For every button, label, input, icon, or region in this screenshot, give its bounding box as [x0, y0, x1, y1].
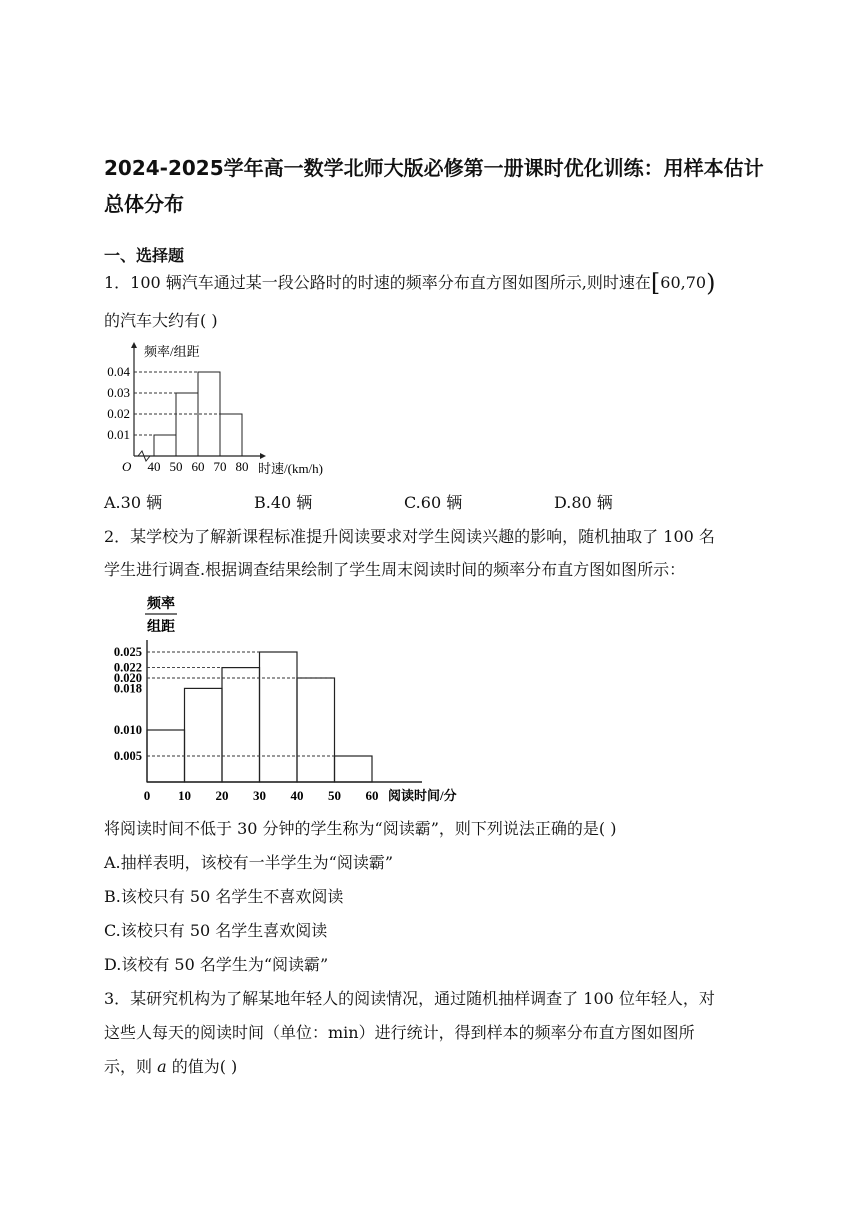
y-tick-label: 0.020 [113, 671, 142, 685]
x-tick-label: 30 [253, 788, 266, 803]
q3-stem-line2: 这些人每天的阅读时间（单位：min）进行统计，得到样本的频率分布直方图如图所 [104, 1023, 695, 1042]
y-tick-label: 0.005 [113, 749, 142, 763]
x-tick-label: 40 [147, 459, 161, 474]
x-tick-label: 50 [169, 459, 183, 474]
bar-40-50 [297, 678, 335, 782]
y-tick-label: 0.022 [113, 660, 142, 675]
y-axis-arrow [131, 342, 137, 348]
x-axis-label: 时速/(km/h) [258, 461, 323, 476]
x-tick-label: 0 [143, 788, 151, 803]
bar-40-50 [154, 435, 176, 456]
q2-option-d[interactable]: D.该校有 50 名学生为“阅读霸” [104, 955, 329, 974]
q2-option-c[interactable]: C.该校只有 50 名学生喜欢阅读 [104, 921, 328, 940]
bar-50-60 [176, 393, 198, 456]
q1-stem-line1 [104, 269, 716, 297]
q1-histogram [100, 338, 360, 483]
y-tick-label: 0.025 [113, 645, 142, 659]
x-tick-label: 60 [365, 788, 379, 803]
section-heading: 一、选择题 [104, 246, 185, 265]
bar-10-20 [185, 688, 223, 782]
x-tick-label: 70 [213, 459, 227, 474]
y-tick-label: 0.03 [107, 385, 130, 400]
q3-stem-line3: 示，则 a 的值为( ) [104, 1057, 238, 1076]
bar-20-30 [222, 668, 260, 782]
q1-interval: [60,70) [650, 269, 716, 297]
bar-70-80 [220, 414, 242, 456]
q2-histogram [100, 588, 480, 810]
q1-stem-line2: 的汽车大约有( ) [104, 311, 218, 330]
y-tick-label: 0.010 [113, 723, 142, 737]
q1-stem-text: 1．100 辆汽车通过某一段公路时的时速的频率分布直方图如图所示,则时速在 [104, 273, 651, 292]
bar-30-40 [260, 652, 298, 782]
q1-option-b[interactable]: B.40 辆 [254, 493, 313, 512]
y-tick-label: 0.01 [107, 427, 130, 442]
q1-option-d[interactable]: D.80 辆 [554, 493, 613, 512]
q2-option-b[interactable]: B.该校只有 50 名学生不喜欢阅读 [104, 887, 344, 906]
origin-label: O [122, 459, 132, 474]
x-tick-label: 80 [235, 459, 249, 474]
q3-variable-a: a [157, 1057, 167, 1076]
y-tick-label: 0.04 [107, 364, 130, 379]
y-axis-label-top: 频率 [147, 597, 175, 612]
y-tick-label: 0.02 [107, 406, 130, 421]
x-tick-label: 50 [328, 788, 341, 803]
q1-option-a[interactable]: A.30 辆 [104, 493, 163, 512]
q2-option-a[interactable]: A.抽样表明，该校有一半学生为“阅读霸” [104, 853, 394, 872]
y-axis-label-bottom: 组距 [147, 620, 175, 635]
q2-stem-line2: 学生进行调查.根据调查结果绘制了学生周末阅读时间的频率分布直方图如图所示： [104, 560, 686, 579]
x-tick-label: 40 [290, 788, 304, 803]
x-axis-label: 阅读时间/分 [388, 788, 457, 803]
y-axis-label: 频率/组距 [144, 344, 200, 359]
x-tick-label: 60 [191, 459, 205, 474]
x-tick-label: 20 [215, 788, 229, 803]
bar-50-60 [335, 756, 373, 782]
document-title: 2024-2025学年高一数学北师大版必修第一册课时优化训练：用样本估计总体分布 [104, 156, 764, 216]
q2-stem-line1: 2．某学校为了解新课程标准提升阅读要求对学生阅读兴趣的影响，随机抽取了 100 名 [104, 527, 715, 546]
q2-stem-line3: 将阅读时间不低于 30 分钟的学生称为“阅读霸”，则下列说法正确的是( ) [104, 819, 617, 838]
q1-option-c[interactable]: C.60 辆 [404, 493, 463, 512]
q3-stem-line1: 3．某研究机构为了解某地年轻人的阅读情况，通过随机抽样调查了 100 位年轻人，对 [104, 989, 715, 1008]
x-tick-label: 10 [178, 788, 191, 803]
y-tick-label: 0.018 [113, 681, 142, 696]
x-axis-arrow [260, 453, 266, 459]
